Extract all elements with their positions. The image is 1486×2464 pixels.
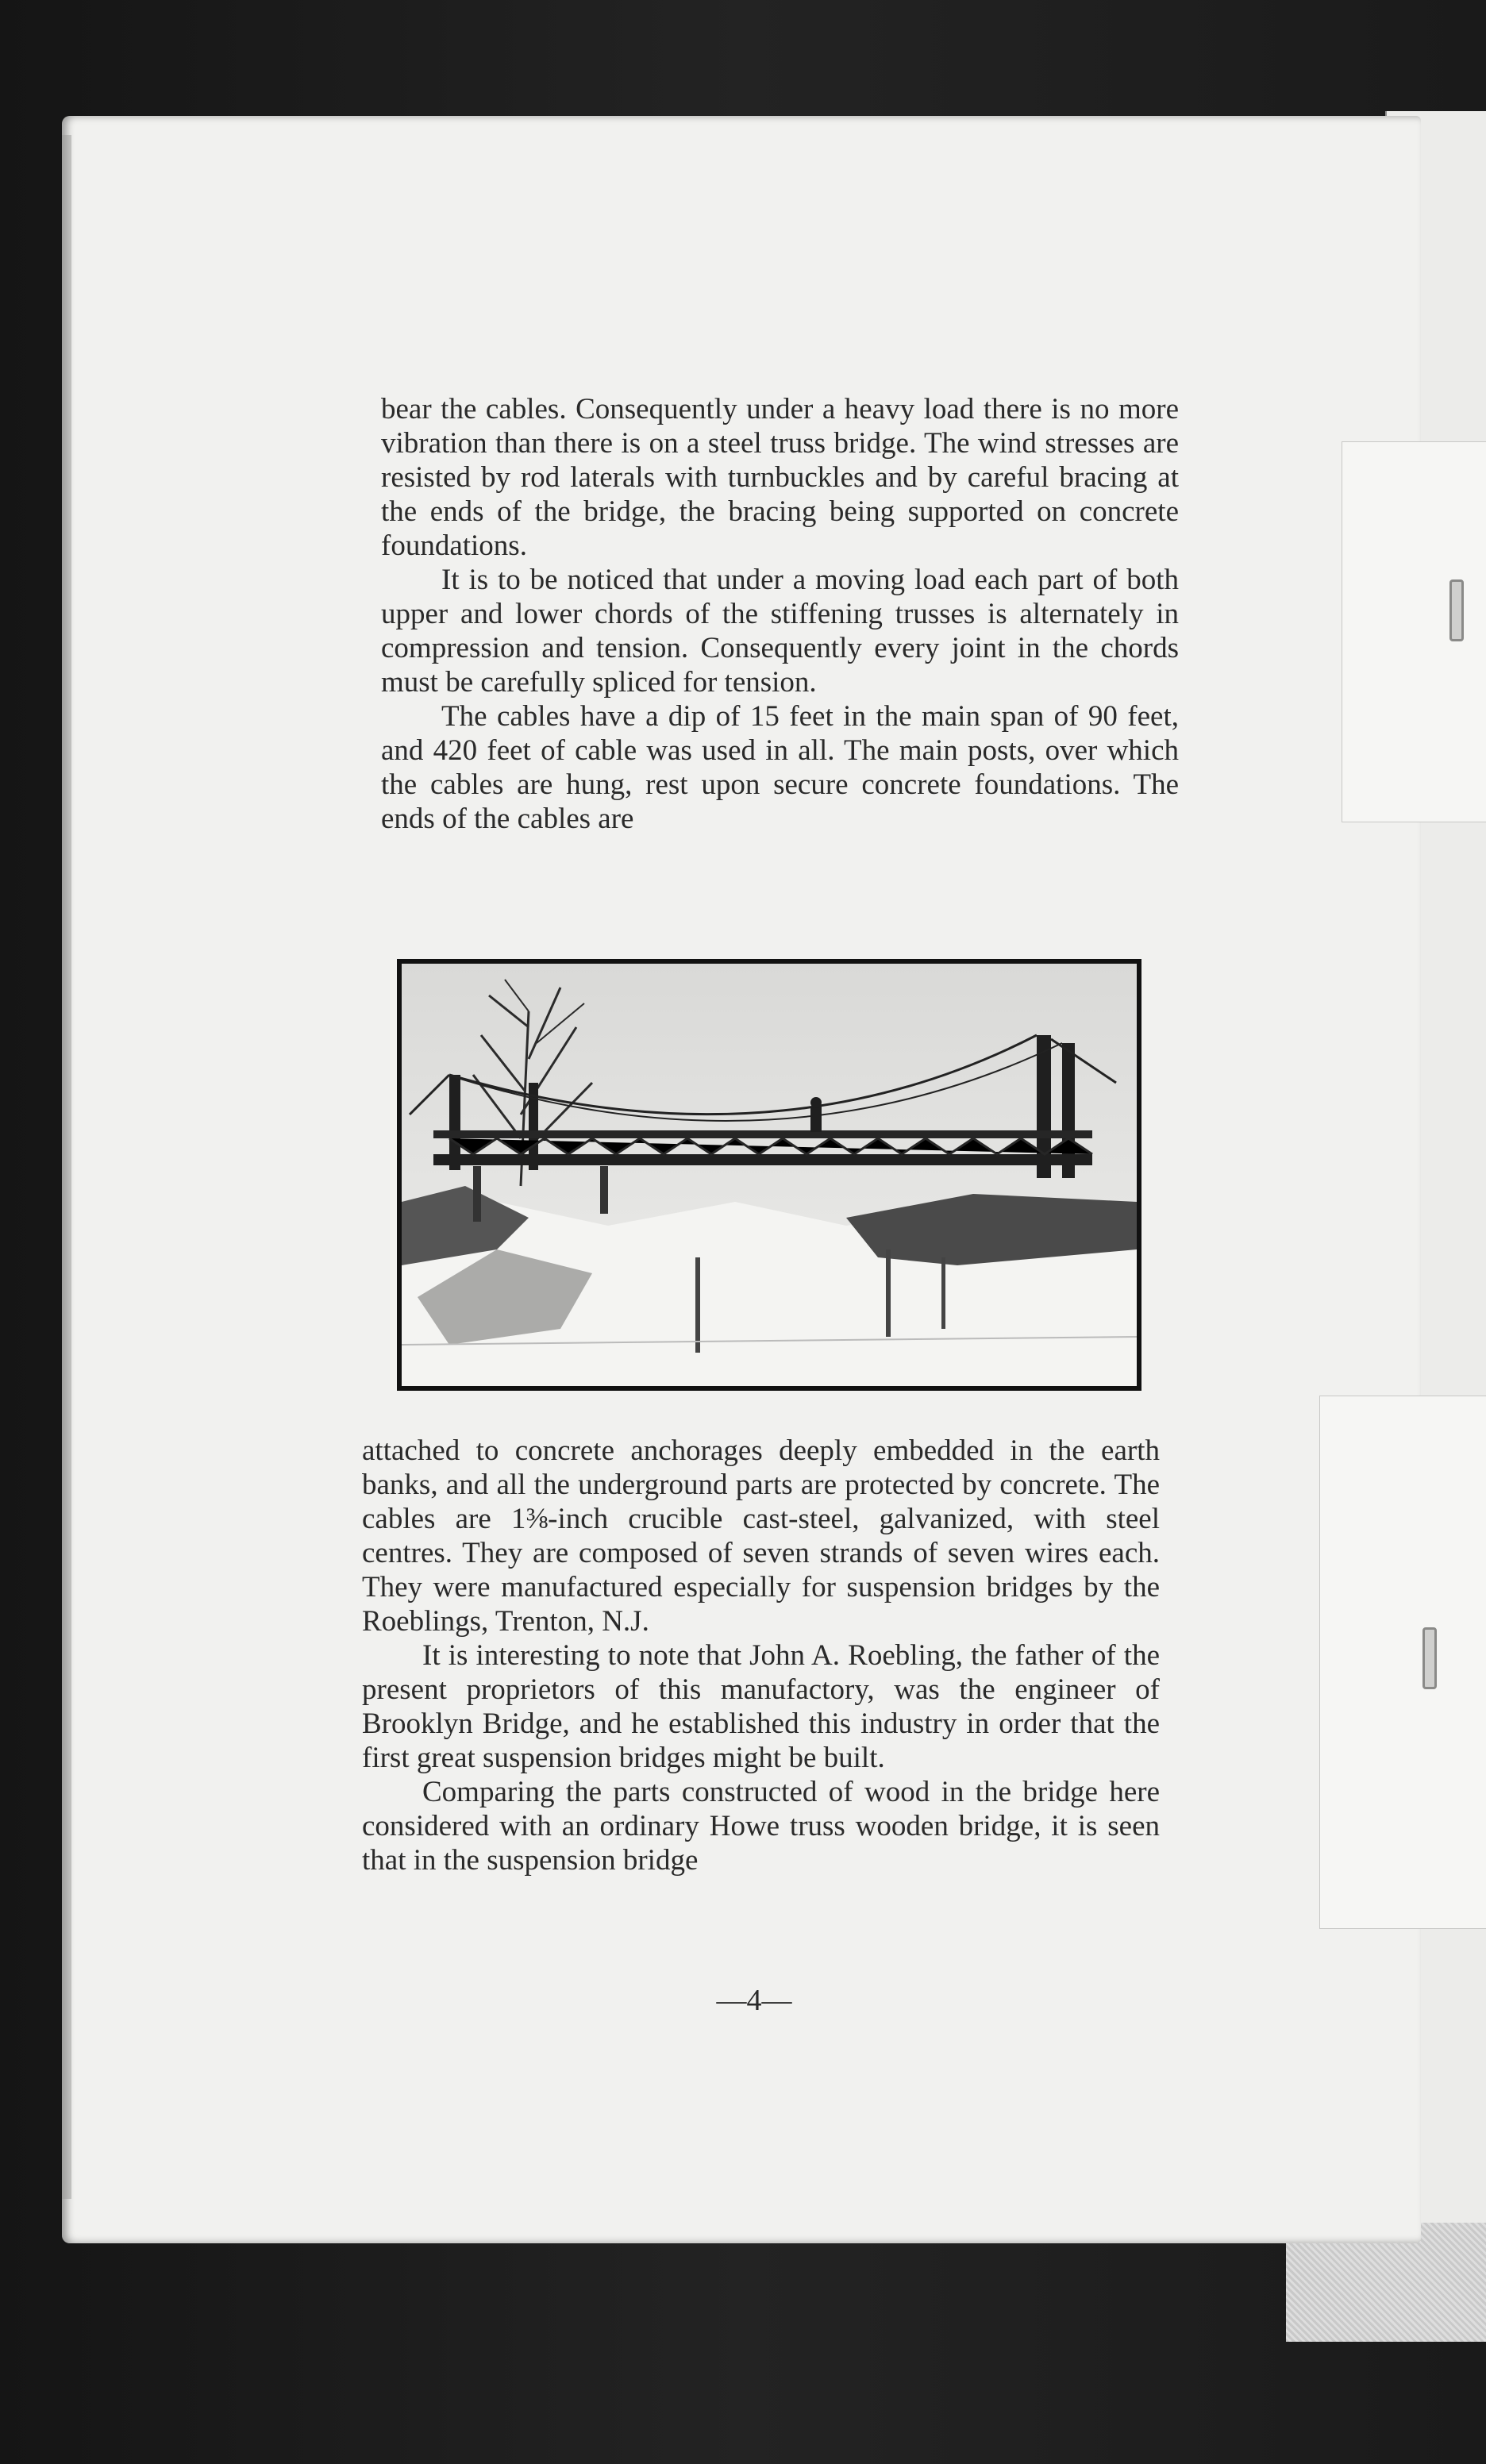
paragraph: It is to be noticed that under a moving load each part of both upper and lower chords of the stiffening trusses is alternately in compression and tension. Consequently every joint in the chords must be carefully spliced for tension. [381,564,1179,699]
page-number: —4— [716,1984,792,2017]
paragraph: bear the cables. Consequently under a heavy load there is no more vibration than there is on a steel truss bridge. The wind stresses are resisted by rod laterals with turnbuckles and by careful bracing at the ends of the bridge, the bracing being supported on concrete foundations. [381,393,1179,562]
suspension-bridge-image [402,964,1137,1386]
paragraph: The cables have a dip of 15 feet in the main span of 90 feet, and 420 feet of cable was used in all. The main posts, over which the cables are hung, rest upon secure concrete foundations. The ends of the cables are [381,700,1179,835]
page-gutter-shadow [62,135,71,2199]
staple-icon [1449,579,1464,641]
paragraph: It is interesting to note that John A. Roebling, the father of the present proprietors of this manufactory, was the engineer of Brooklyn Bridge, and he established this industry in order that the first great suspension bridges might be built. [362,1639,1160,1774]
paper-tab-upper [1342,441,1486,822]
bridge-photograph [397,959,1141,1391]
body-text-top [381,392,1179,836]
paragraph: Comparing the parts constructed of wood in the bridge here considered with an ordinary Howe truss wooden bridge, it is seen that in the suspension bridge [362,1776,1160,1877]
paragraph: attached to concrete anchorages deeply embedded in the earth banks, and all the underground parts are protected by concrete. The cables are 1⅜-inch crucible cast-steel, galvanized, with steel centres. They are composed of seven strands of seven wires each. They were manufactured especially for suspension bridges by the Roeblings, Trenton, N.J. [362,1434,1160,1638]
body-text-bottom [362,1434,1160,1877]
staple-icon [1422,1627,1437,1689]
paper-tab-lower [1319,1396,1486,1929]
